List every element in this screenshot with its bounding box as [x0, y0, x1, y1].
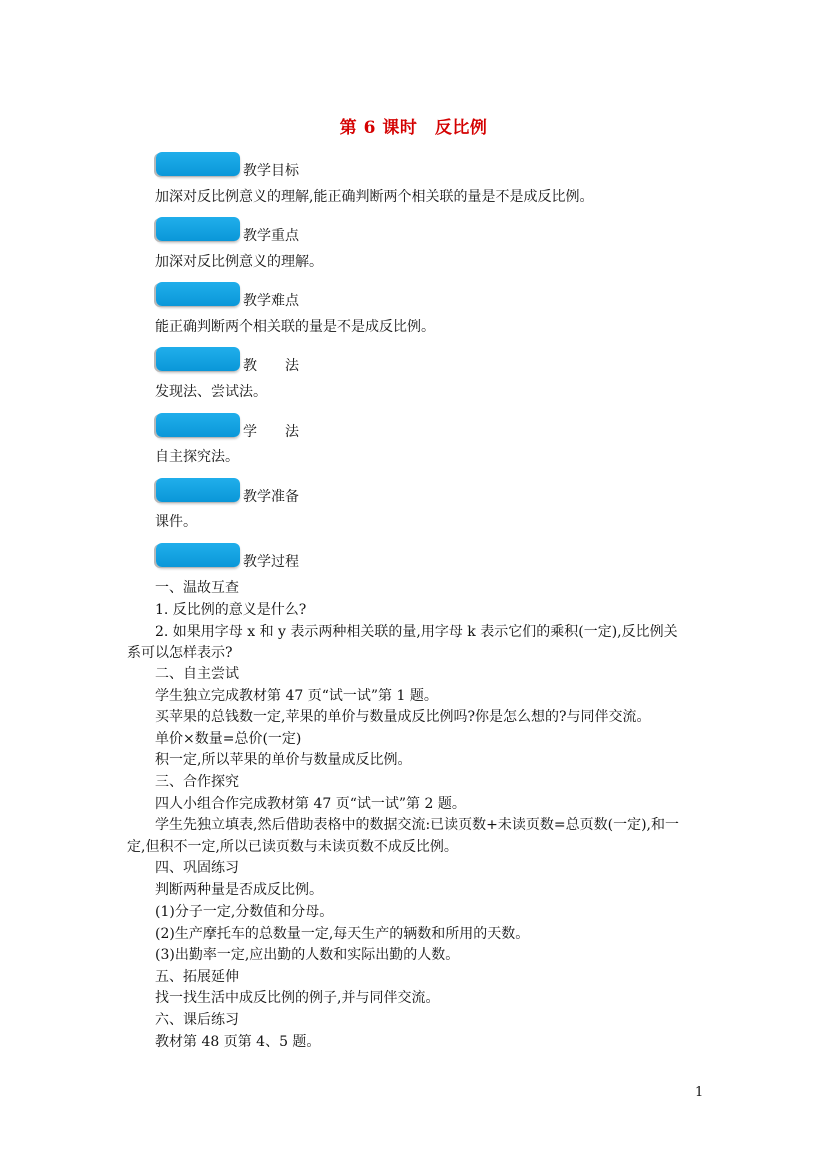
- process-heading-1: 一、温故互查: [155, 580, 239, 596]
- section-badge: [156, 478, 240, 502]
- section-label: 教学难点: [243, 293, 299, 309]
- preparation-text: 课件。: [155, 514, 197, 530]
- teaching-method-text: 发现法、尝试法。: [155, 384, 267, 400]
- objectives-text: 加深对反比例意义的理解,能正确判断两个相关联的量是不是成反比例。: [155, 189, 594, 205]
- process-text: 找一找生活中成反比例的例子,并与同伴交流。: [155, 990, 440, 1006]
- section-label: 学 法: [243, 424, 299, 440]
- exercise-item: (3)出勤率一定,应出勤的人数和实际出勤的人数。: [155, 947, 460, 963]
- process-heading-4: 四、巩固练习: [155, 860, 239, 876]
- section-label: 教学准备: [243, 489, 299, 505]
- section-badge: [156, 347, 240, 371]
- process-heading-3: 三、合作探究: [155, 774, 239, 790]
- section-label: 教 法: [243, 358, 299, 374]
- process-heading-5: 五、拓展延伸: [155, 969, 239, 985]
- section-badge: [156, 152, 240, 176]
- process-heading-6: 六、课后练习: [155, 1012, 239, 1028]
- process-text: 积一定,所以苹果的单价与数量成反比例。: [155, 752, 412, 768]
- process-heading-2: 二、自主尝试: [155, 666, 239, 682]
- section-badge: [156, 282, 240, 306]
- process-text: 学生先独立填表,然后借助表格中的数据交流:已读页数+未读页数=总页数(一定),和一: [155, 817, 679, 833]
- section-label: 教学过程: [243, 554, 299, 570]
- exercise-item: (1)分子一定,分数值和分母。: [155, 904, 334, 920]
- key-points-text: 加深对反比例意义的理解。: [155, 254, 323, 270]
- process-text: 判断两种量是否成反比例。: [155, 882, 323, 898]
- section-badge: [156, 543, 240, 567]
- section-label: 教学目标: [243, 163, 299, 179]
- difficulties-text: 能正确判断两个相关联的量是不是成反比例。: [155, 319, 435, 335]
- process-formula: 单价×数量=总价(一定): [155, 731, 302, 747]
- process-text: 买苹果的总钱数一定,苹果的单价与数量成反比例吗?你是怎么想的?与同伴交流。: [155, 709, 651, 725]
- process-text: 四人小组合作完成教材第 47 页“试一试”第 2 题。: [155, 796, 466, 812]
- learning-method-text: 自主探究法。: [155, 449, 239, 465]
- process-text: 教材第 48 页第 4、5 题。: [155, 1034, 321, 1050]
- section-label: 教学重点: [243, 228, 299, 244]
- process-question-2-cont: 系可以怎样表示?: [127, 645, 233, 661]
- page-number: 1: [695, 1085, 704, 1100]
- exercise-item: (2)生产摩托车的总数量一定,每天生产的辆数和所用的天数。: [155, 926, 530, 942]
- lesson-title: 第 6 课时 反比例: [339, 118, 488, 138]
- section-badge: [156, 217, 240, 241]
- process-text: 学生独立完成教材第 47 页“试一试”第 1 题。: [155, 688, 438, 704]
- process-question-2: 2. 如果用字母 x 和 y 表示两种相关联的量,用字母 k 表示它们的乘积(一定),反比例关: [155, 624, 678, 640]
- process-text-cont: 定,但积不一定,所以已读页数与未读页数不成反比例。: [127, 839, 458, 855]
- section-badge: [156, 413, 240, 437]
- process-question-1: 1. 反比例的意义是什么?: [155, 602, 307, 618]
